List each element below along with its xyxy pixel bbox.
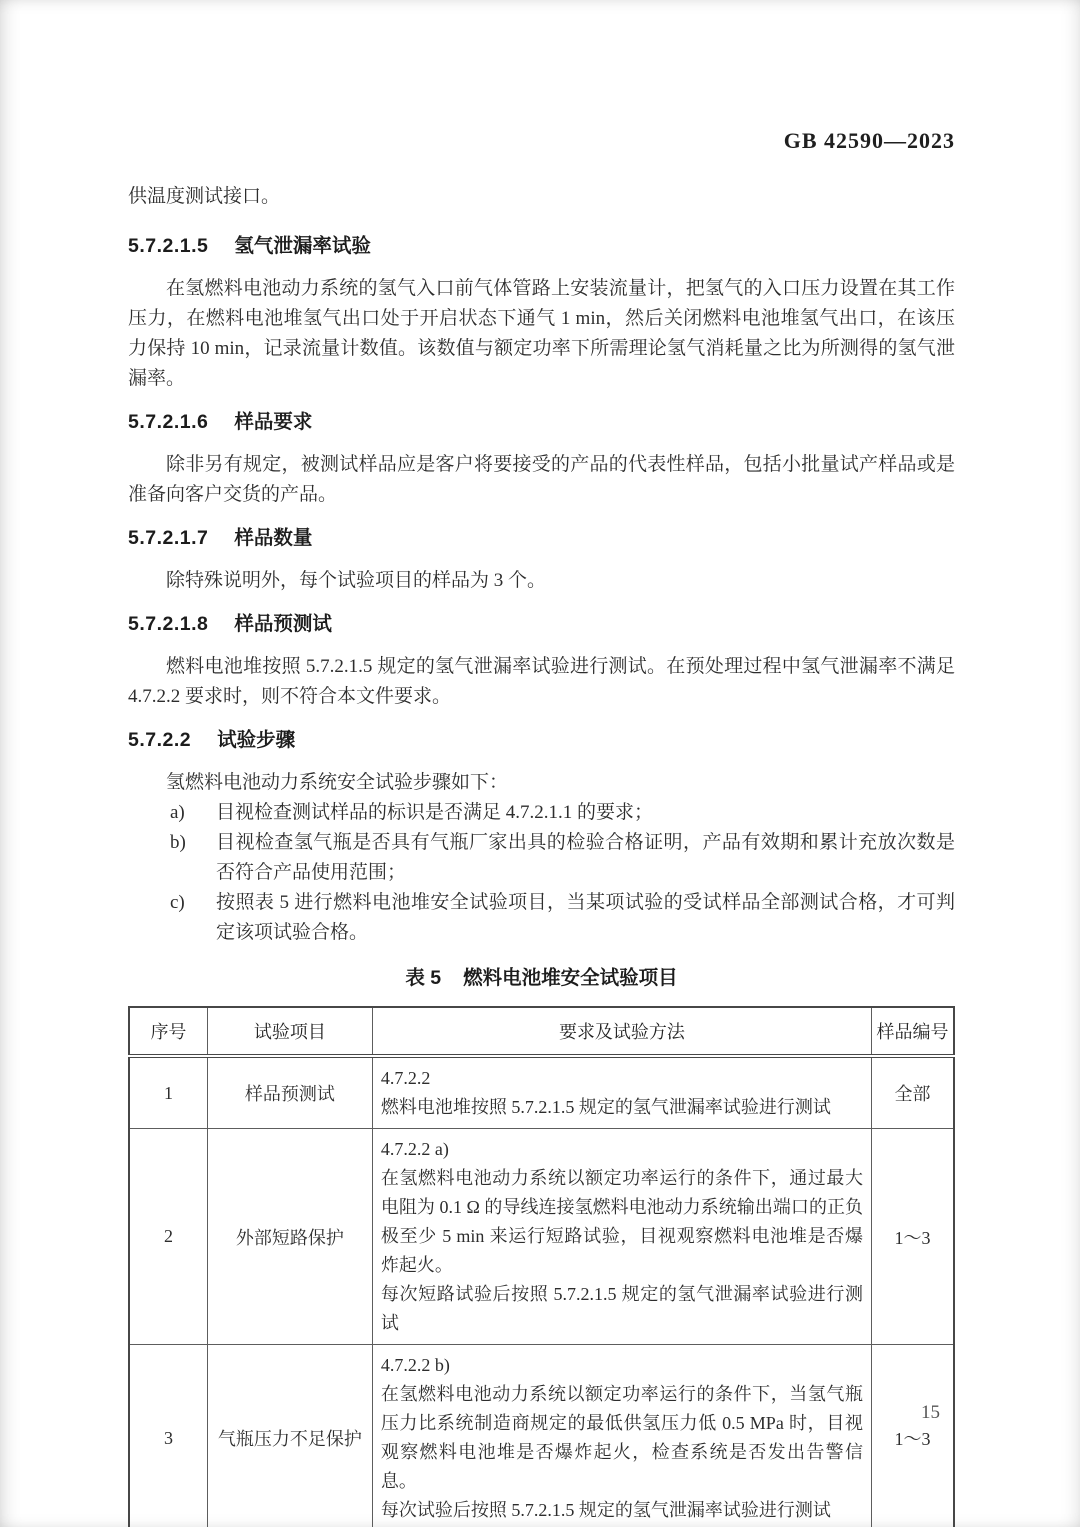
method-line: 燃料电池堆按照 5.7.2.1.5 规定的氢气泄漏率试验进行测试	[380, 1097, 831, 1117]
section-heading-5-7-2-1-8	[128, 610, 955, 638]
page-number: 15	[921, 1402, 940, 1423]
cell-no: 1	[129, 1056, 207, 1129]
section-title: 氢气泄漏率试验	[234, 235, 371, 257]
continuation-paragraph: 供温度测试接口。	[128, 186, 281, 207]
table-row	[129, 1345, 954, 1527]
section-paragraph: 氢燃料电池动力系统安全试验步骤如下：	[166, 772, 509, 793]
col-header-no: 序号	[129, 1007, 207, 1056]
section-title: 样品要求	[234, 411, 313, 433]
section-title: 试验步骤	[217, 729, 296, 751]
table-header	[129, 1007, 954, 1056]
cell-no: 2	[129, 1129, 207, 1345]
col-header-sample: 样品编号	[872, 1007, 955, 1056]
table-title-text: 燃料电池堆安全试验项目	[463, 967, 678, 989]
method-line: 4.7.2.2	[380, 1068, 431, 1088]
section-heading-5-7-2-2	[128, 726, 955, 754]
cell-method	[372, 1056, 871, 1129]
section-paragraph: 除非另有规定，被测试样品应是客户将要接受的产品的代表性样品，包括小批量试产样品或是准备向客户交货的产品。	[128, 454, 955, 505]
cell-sample: 1～3	[872, 1129, 955, 1345]
step-list	[128, 798, 955, 948]
test-items-table	[128, 1006, 955, 1527]
table-row	[129, 1056, 954, 1129]
list-item-b	[128, 828, 955, 888]
list-marker: b)	[170, 832, 186, 853]
section-number: 5.7.2.1.8	[128, 613, 209, 635]
section-number: 5.7.2.1.5	[128, 235, 209, 257]
page-content	[128, 128, 955, 1527]
list-text: 按照表 5 进行燃料电池堆安全试验项目，当某项试验的受试样品全部测试合格，才可判定该项试验合格。	[216, 892, 955, 943]
list-marker: c)	[170, 892, 185, 913]
table-row	[129, 1129, 954, 1345]
section-heading-5-7-2-1-6	[128, 408, 955, 436]
table-number: 表 5	[405, 967, 442, 989]
table-header-row	[129, 1007, 954, 1056]
section-title: 样品预测试	[234, 613, 332, 635]
cell-sample: 1～3	[872, 1345, 955, 1527]
method-line: 4.7.2.2 a)	[380, 1139, 449, 1159]
section-heading-5-7-2-1-7	[128, 524, 955, 552]
cell-sample: 全部	[872, 1056, 955, 1129]
section-title: 样品数量	[234, 527, 313, 549]
cell-item: 外部短路保护	[207, 1129, 372, 1345]
table-title	[128, 964, 955, 992]
method-line: 在氢燃料电池动力系统以额定功率运行的条件下，通过最大电阻为 0.1 Ω 的导线连接氢燃料电池动力系统输出端口的正负极至少 5 min 来运行短路试验，目视观察燃料电池堆是否爆炸起火。	[380, 1168, 863, 1275]
section-heading-5-7-2-1-5	[128, 232, 955, 260]
method-line: 4.7.2.2 b)	[380, 1355, 450, 1375]
cell-item: 气瓶压力不足保护	[207, 1345, 372, 1527]
method-line: 在氢燃料电池动力系统以额定功率运行的条件下，当氢气瓶压力比系统制造商规定的最低供氢压力低 0.5 MPa 时，目视观察燃料电池堆是否爆炸起火，检查系统是否发出告警信息。	[380, 1384, 863, 1491]
list-item-a	[128, 798, 955, 828]
col-header-item: 试验项目	[207, 1007, 372, 1056]
col-header-method: 要求及试验方法	[372, 1007, 871, 1056]
cell-method	[372, 1345, 871, 1527]
section-paragraph: 除特殊说明外，每个试验项目的样品为 3 个。	[166, 570, 547, 591]
list-text: 目视检查测试样品的标识是否满足 4.7.2.1.1 的要求；	[216, 802, 654, 823]
method-line: 每次试验后按照 5.7.2.1.5 规定的氢气泄漏率试验进行测试	[380, 1500, 831, 1520]
section-number: 5.7.2.2	[128, 729, 192, 751]
list-marker: a)	[170, 802, 185, 823]
section-number: 5.7.2.1.7	[128, 527, 209, 549]
list-text: 目视检查氢气瓶是否具有气瓶厂家出具的检验合格证明，产品有效期和累计充放次数是否符合产品使用范围；	[216, 832, 955, 883]
cell-method	[372, 1129, 871, 1345]
section-paragraph: 在氢燃料电池动力系统的氢气入口前气体管路上安装流量计，把氢气的入口压力设置在其工作压力，在燃料电池堆氢气出口处于开启状态下通气 1 min，然后关闭燃料电池堆氢气出口，在该压力保持 10 min，记录流量计数值。该数值与额定功率下所需理论氢气消耗量之比为所测得的氢气泄漏率。	[128, 278, 955, 389]
cell-item: 样品预测试	[207, 1056, 372, 1129]
method-line: 每次短路试验后按照 5.7.2.1.5 规定的氢气泄漏率试验进行测试	[380, 1284, 863, 1333]
section-number: 5.7.2.1.6	[128, 411, 209, 433]
standard-number: GB 42590—2023	[783, 128, 955, 153]
section-paragraph: 燃料电池堆按照 5.7.2.1.5 规定的氢气泄漏率试验进行测试。在预处理过程中氢气泄漏率不满足 4.7.2.2 要求时，则不符合本文件要求。	[128, 656, 955, 707]
cell-no: 3	[129, 1345, 207, 1527]
list-item-c	[128, 888, 955, 948]
